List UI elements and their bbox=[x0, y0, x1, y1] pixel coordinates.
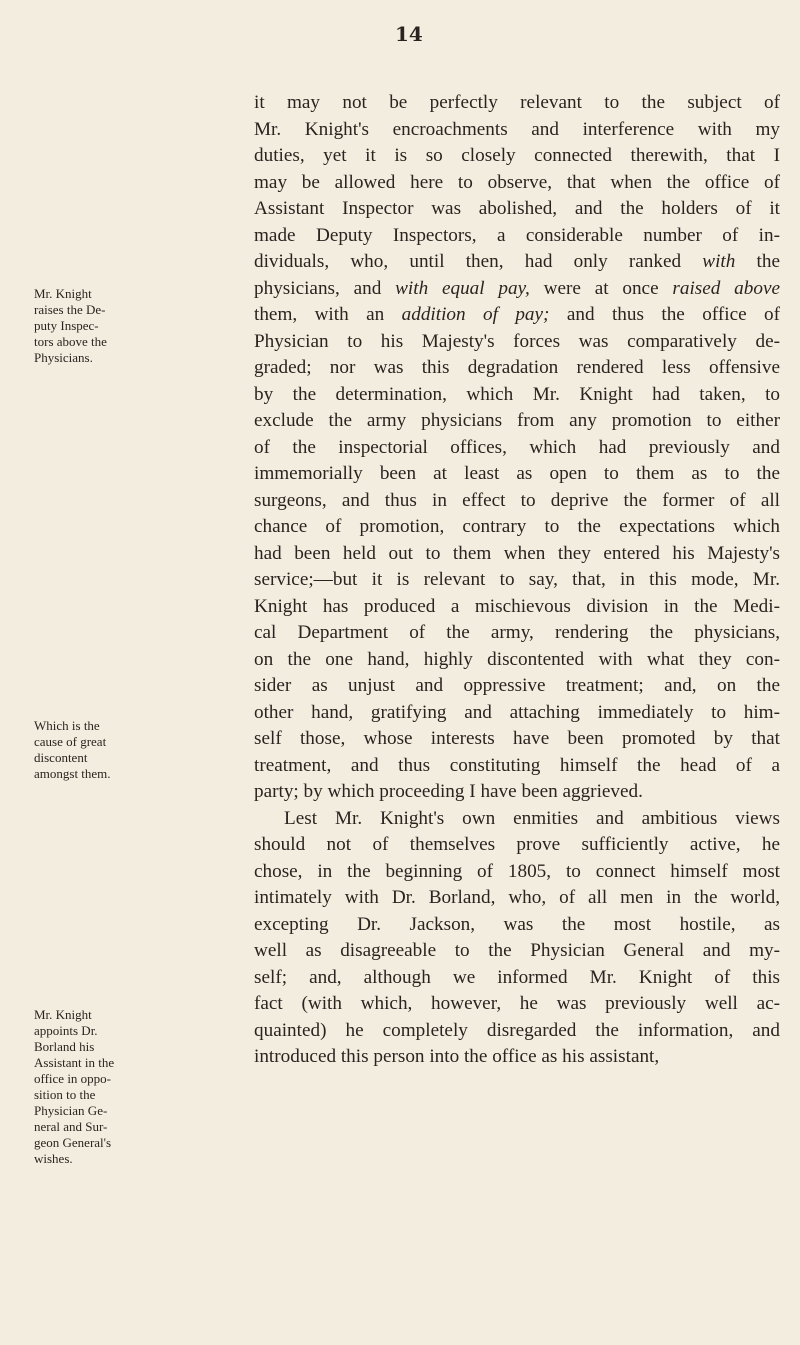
italic-phrase: raised above bbox=[672, 277, 780, 299]
body-line: service;—but it is relevant to say, that, in this mode, Mr. bbox=[254, 569, 780, 590]
body-line: had been held out to them when they entered his Majesty's bbox=[254, 542, 780, 564]
margin-note-line: cause of great bbox=[34, 734, 107, 749]
margin-note-line: Assistant in the bbox=[34, 1055, 115, 1070]
body-line: surgeons, and thus in effect to deprive the former of all bbox=[254, 489, 780, 511]
margin-note-line: Borland his bbox=[34, 1039, 95, 1054]
margin-note-line: puty Inspec- bbox=[34, 318, 99, 333]
margin-note-line: Physicians. bbox=[34, 350, 93, 365]
body-line: self; and, although we informed Mr. Knight of this bbox=[254, 966, 780, 988]
body-line: excepting Dr. Jackson, was the most hostile, as bbox=[254, 913, 780, 935]
body-line: chose, in the beginning of 1805, to connect himself most bbox=[254, 860, 780, 882]
body-line: of the inspectorial offices, which had previously and bbox=[254, 436, 780, 458]
margin-note-line: Which is the bbox=[34, 718, 100, 733]
body-line: self those, whose interests have been promoted by that bbox=[254, 728, 780, 749]
body-line: quainted) he completely disregarded the information, and bbox=[254, 1019, 780, 1041]
margin-note-discontent bbox=[34, 718, 234, 782]
body-line: made Deputy Inspectors, a considerable number of in- bbox=[254, 224, 780, 246]
body-line: should not of themselves prove sufficiently active, he bbox=[254, 834, 780, 855]
body-line: other hand, gratifying and attaching immediately to him- bbox=[254, 701, 780, 723]
body-line: Physician to his Majesty's forces was comparatively de- bbox=[254, 330, 780, 352]
body-line: exclude the army physicians from any promotion to either bbox=[254, 410, 780, 431]
margin-note-line: tors above the bbox=[34, 334, 107, 349]
body-line: Lest Mr. Knight's own enmities and ambitious views bbox=[284, 807, 780, 829]
margin-note-line: wishes. bbox=[34, 1151, 73, 1166]
body-line: them, with an addition of pay; and thus the office of bbox=[254, 304, 780, 325]
margin-note-line: Mr. Knight bbox=[34, 1007, 92, 1022]
body-line: fact (with which, however, he was previously well ac- bbox=[254, 993, 780, 1014]
margin-note-line: amongst them. bbox=[34, 766, 111, 781]
margin-note-line: office in oppo- bbox=[34, 1071, 112, 1086]
body-line: graded; nor was this degradation rendered less offensive bbox=[254, 357, 780, 378]
body-line: dividuals, who, until then, had only ranked with the bbox=[254, 251, 780, 272]
body-line: on the one hand, highly discontented with what they con- bbox=[254, 648, 780, 670]
body-line: sider as unjust and oppressive treatment; and, on the bbox=[254, 675, 780, 696]
margin-note-line: sition to the bbox=[34, 1087, 96, 1102]
italic-phrase: with bbox=[702, 251, 736, 272]
margin-note-line: Mr. Knight bbox=[34, 286, 92, 301]
page-number: 14 bbox=[395, 22, 423, 46]
margin-note-line: appoints Dr. bbox=[34, 1023, 98, 1038]
margin-note-line: discontent bbox=[34, 750, 88, 765]
body-line: cal Department of the army, rendering the physicians, bbox=[254, 622, 780, 643]
body-line: treatment, and thus constituting himself the head of a bbox=[254, 754, 780, 776]
body-line: by the determination, which Mr. Knight had taken, to bbox=[254, 383, 780, 405]
body-line: duties, yet it is so closely connected therewith, that I bbox=[254, 145, 780, 166]
body-line: introduced this person into the office as his assistant, bbox=[254, 1046, 660, 1067]
italic-phrase: addition of pay; bbox=[401, 304, 550, 325]
body-line: party; by which proceeding I have been aggrieved. bbox=[254, 781, 643, 802]
margin-note-borland bbox=[34, 1007, 234, 1167]
body-line: well as disagreeable to the Physician General and my- bbox=[254, 940, 780, 961]
body-text bbox=[254, 90, 780, 1071]
margin-note-line: geon General's bbox=[34, 1135, 112, 1150]
body-line: may be allowed here to observe, that when the office of bbox=[254, 171, 780, 193]
body-line: Knight has produced a mischievous division in the Medi- bbox=[254, 595, 780, 617]
body-line: physicians, and with equal pay, were at once raised above bbox=[254, 277, 780, 299]
body-line: Assistant Inspector was abolished, and the holders of it bbox=[254, 198, 780, 219]
margin-note-line: raises the De- bbox=[34, 302, 106, 317]
margin-note-knight-raises bbox=[34, 286, 234, 366]
margin-note-line: neral and Sur- bbox=[34, 1119, 108, 1134]
body-line: Mr. Knight's encroachments and interference with my bbox=[254, 118, 780, 140]
italic-phrase: with equal pay, bbox=[395, 277, 530, 299]
body-line: intimately with Dr. Borland, who, of all men in the world, bbox=[254, 887, 780, 908]
body-line: it may not be perfectly relevant to the subject of bbox=[254, 92, 780, 113]
body-line: immemorially been at least as open to them as to the bbox=[254, 463, 780, 484]
margin-note-line: Physician Ge- bbox=[34, 1103, 108, 1118]
body-line: chance of promotion, contrary to the expectations which bbox=[254, 516, 780, 537]
